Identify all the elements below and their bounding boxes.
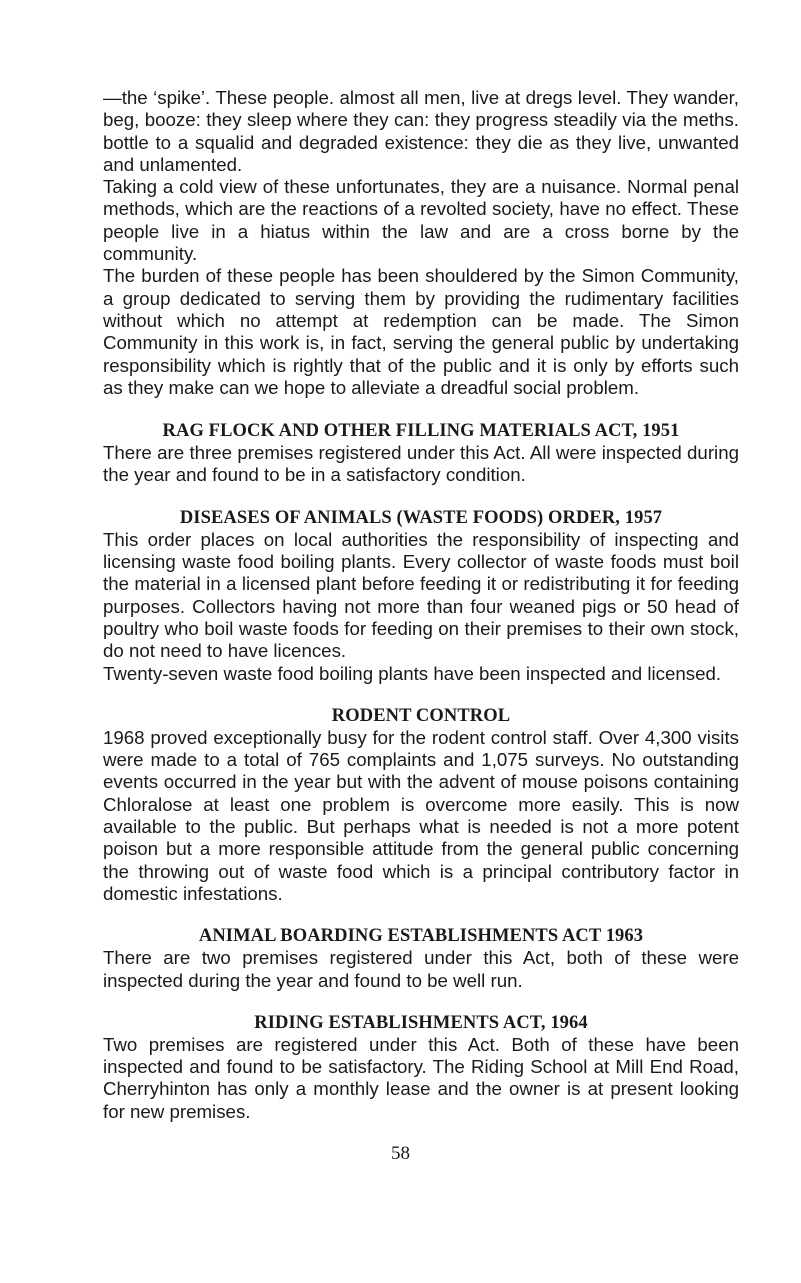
body-paragraph: Two premises are registered under this Act. Both of these have been inspected and found to be satisfactory. The Riding School at Mill End Road, Cherryhinton has only a monthly lease and the owner is at present looking for new premises. (103, 1033, 739, 1122)
body-paragraph: —the ‘spike’. These people. almost all men, live at dregs level. They wander, beg, booze: they sleep where they can: they progress steadily via the meths. bottle to a squalid and degraded existence: they die as they live, unwanted and unlamented. (103, 87, 739, 175)
body-paragraph: 1968 proved exceptionally busy for the rodent control staff. Over 4,300 visits were made to a total of 765 complaints and 1,075 surveys. No outstanding events occurred in the year but with the advent of mouse poisons containing Chloralose at least one problem is overcome more easily. This is now available to the public. But perhaps what is needed is not a more potent poison but a more responsible attitude from the general public concerning the throwing out of waste food which is a principal contributory factor in domestic infestations. (103, 726, 739, 904)
section-heading-animal-boarding: ANIMAL BOARDING ESTABLISHMENTS ACT 1963 (198, 926, 644, 947)
body-paragraph: There are three premises registered under this Act. All were inspected during the year and found to be in a satisfactory condition. (103, 442, 739, 486)
body-paragraph: The burden of these people has been shouldered by the Simon Community, a group dedicated to serving them by providing the rudimentary facilities without which no attempt at redemption can be made. The Simon Community in this work is, in fact, serving the general public by undertaking responsibility which is rightly that of the public and it is only by efforts such as they make can we hope to alleviate a dreadful social problem. (103, 265, 739, 398)
body-paragraph: Taking a cold view of these unfortunates, they are a nuisance. Normal penal methods, which are the reactions of a revolted society, have no effect. These people live in a hiatus within the law and are a cross borne by the community. (103, 176, 739, 265)
section-heading-riding-establishments: RIDING ESTABLISHMENTS ACT, 1964 (254, 1012, 588, 1033)
body-paragraph: This order places on local authorities the responsibility of inspecting and licensing waste food boiling plants. Every collector of waste foods must boil the material in a licensed plant before feeding it or redistributing it for feeding purposes. Collectors having not more than four weaned pigs or 50 head of poultry who boil waste foods for feeding on their premises to their own stock, do not need to have licences. (103, 528, 739, 662)
body-paragraph: There are two premises registered under this Act, both of these were inspected during the year and found to be well run. (103, 947, 739, 991)
section-heading-rag-flock: RAG FLOCK AND OTHER FILLING MATERIALS ACT, 1951 (162, 421, 680, 442)
document-page (103, 87, 739, 1123)
page-number: 58 (391, 1143, 410, 1164)
body-paragraph: Twenty-seven waste food boiling plants have been inspected and licensed. (103, 662, 722, 684)
section-heading-rodent-control: RODENT CONTROL (331, 705, 511, 726)
section-heading-diseases-of-animals: DISEASES OF ANIMALS (WASTE FOODS) ORDER, 1957 (179, 507, 663, 528)
